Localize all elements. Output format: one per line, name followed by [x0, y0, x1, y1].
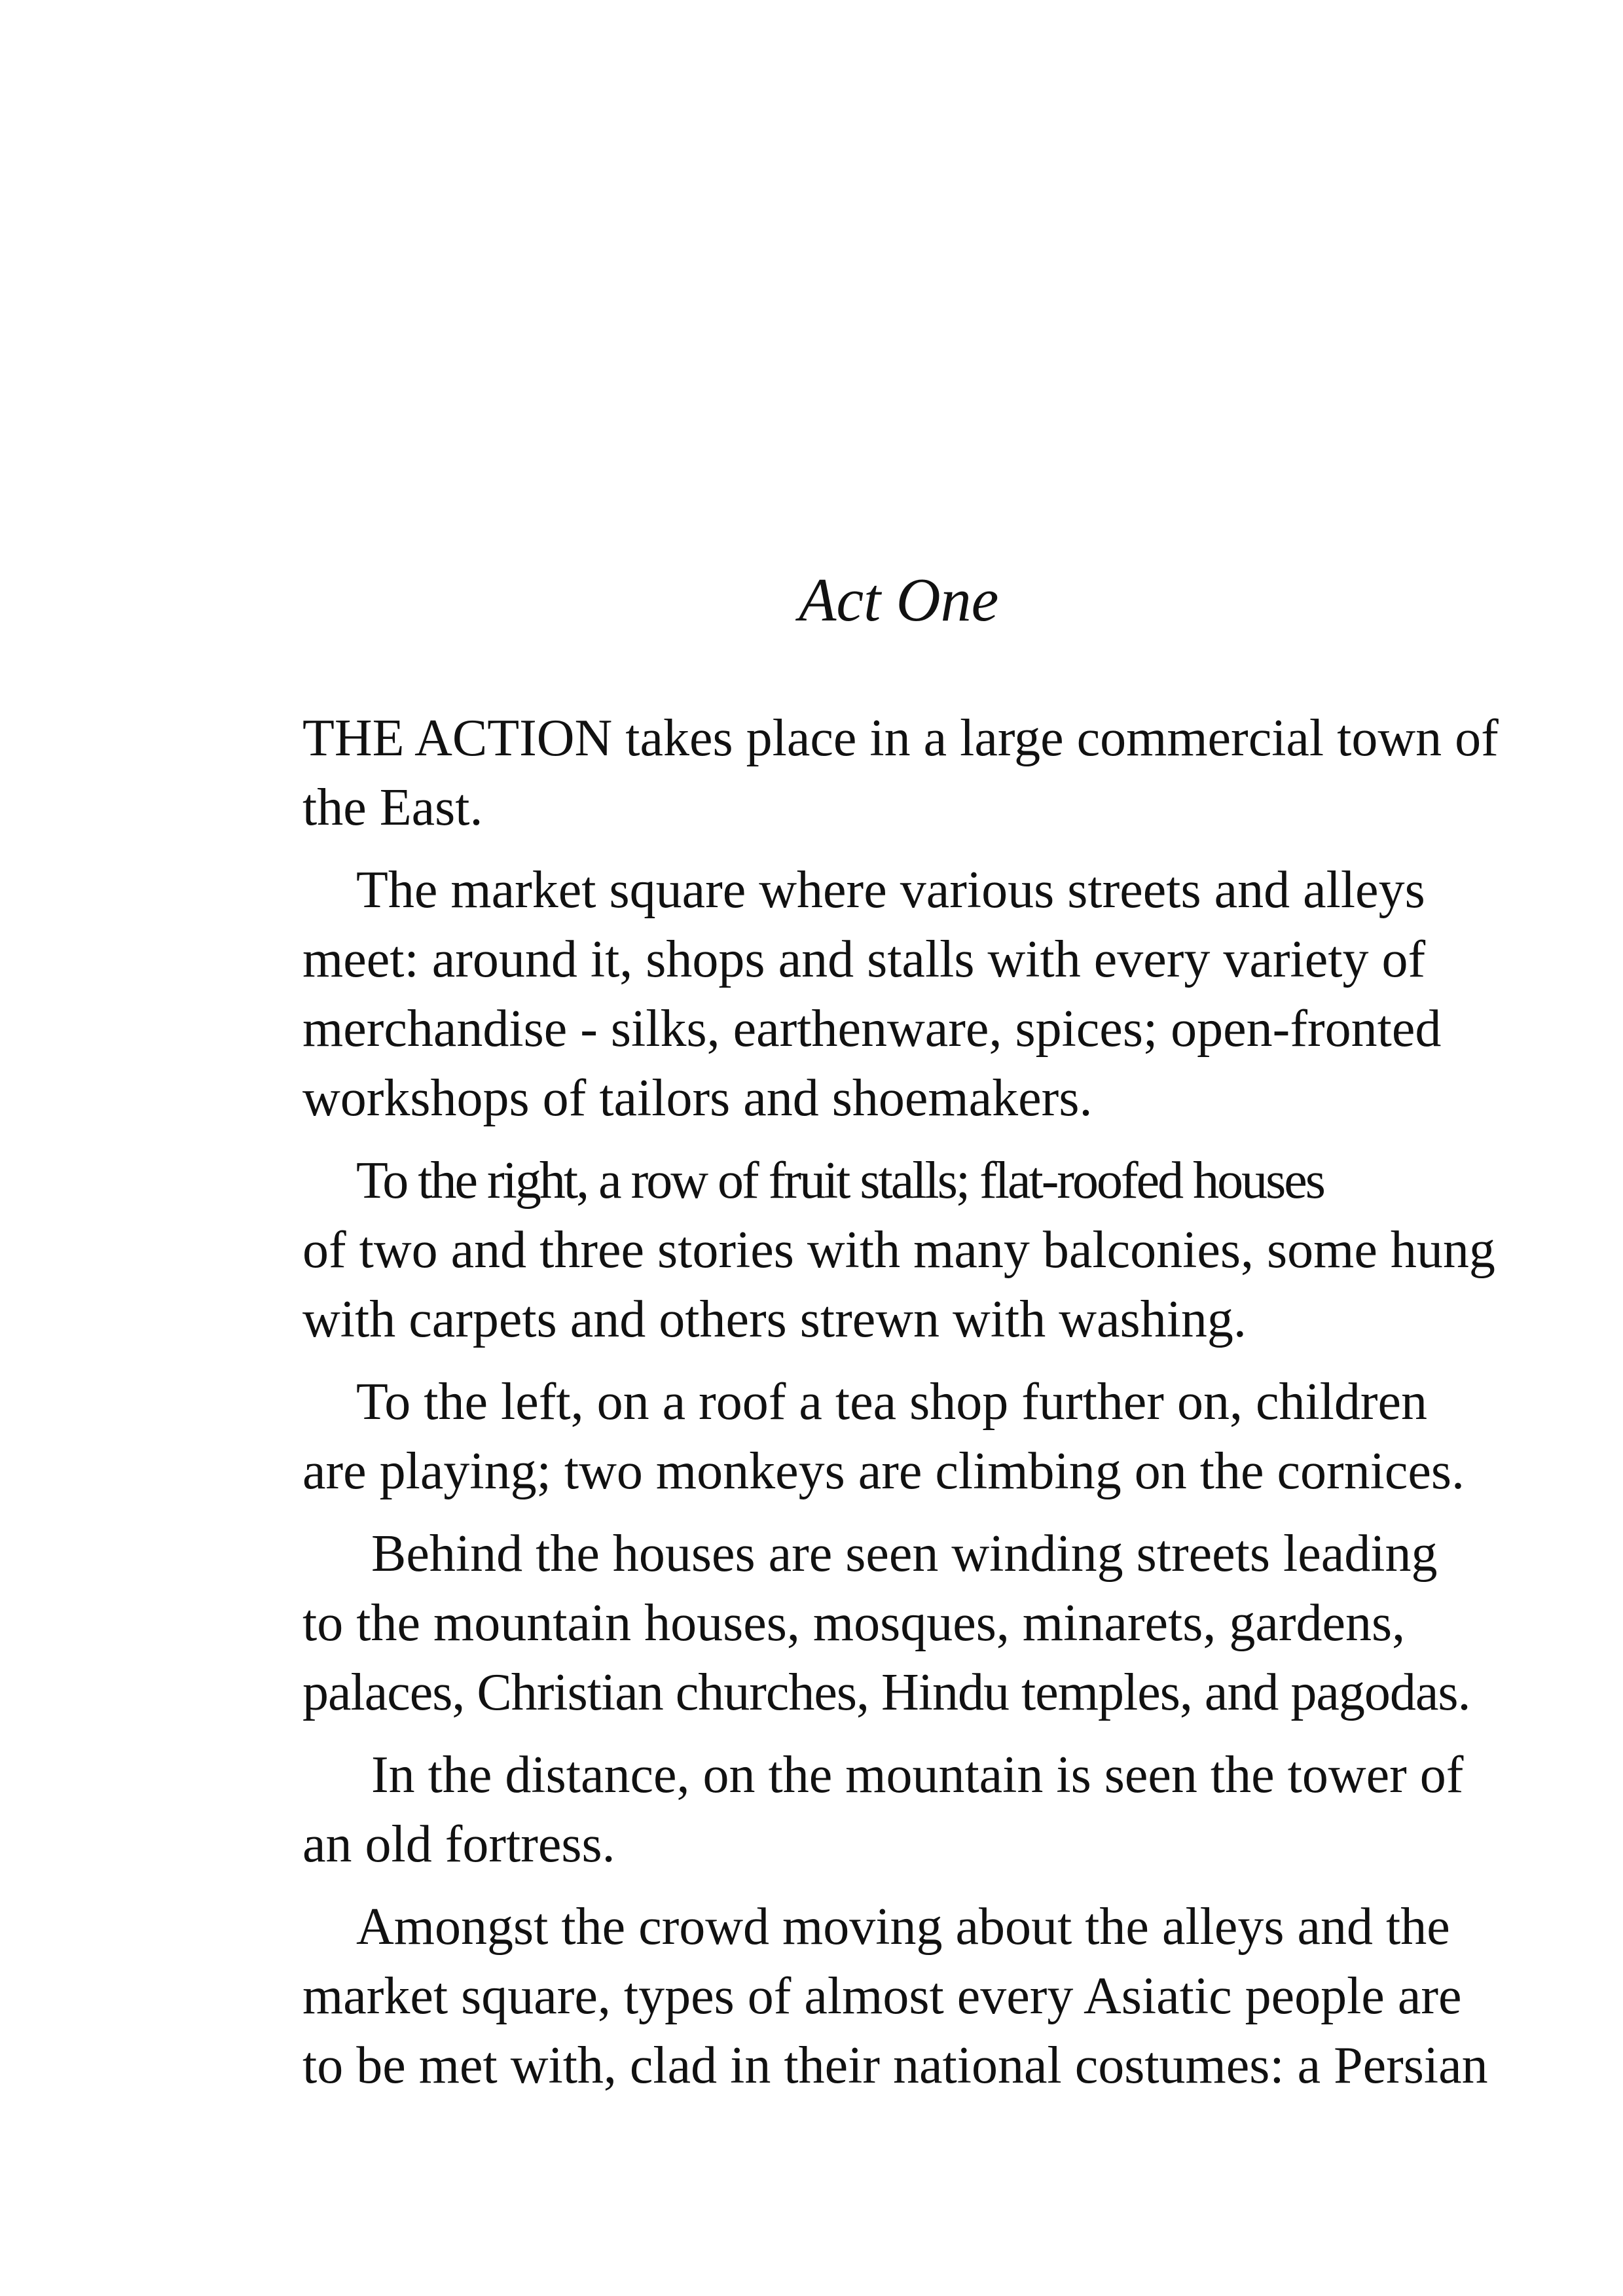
text-line: of two and three stories with many balconies, some hung: [302, 1221, 1495, 1279]
text-line: to be met with, clad in their national costumes: a Persian: [302, 2037, 1488, 2094]
text-line: In the distance, on the mountain is seen the tower of: [371, 1746, 1464, 1804]
text-line: market square, types of almost every Asiatic people are: [302, 1967, 1462, 2025]
text-line: workshops of tailors and shoemakers.: [302, 1069, 1093, 1127]
text-line: To the left, on a roof a tea shop further on, children: [356, 1373, 1428, 1431]
act-heading: Act One: [799, 566, 999, 634]
text-line: with carpets and others strewn with washing.: [302, 1291, 1247, 1348]
text-line: an old fortress.: [302, 1816, 615, 1873]
paragraph-crowd: [302, 1892, 1579, 2100]
text-line: are playing; two monkeys are climbing on the cornices.: [302, 1443, 1465, 1500]
text-line: Amongst the crowd moving about the alleys and the: [356, 1898, 1450, 1956]
text-line: Behind the houses are seen winding streets leading: [371, 1525, 1438, 1583]
text-line: THE ACTION takes place in a large commercial town of: [302, 709, 1499, 767]
text-line: to the mountain houses, mosques, minarets, gardens,: [302, 1594, 1406, 1652]
text-line: meet: around it, shops and stalls with every variety of: [302, 931, 1426, 988]
paragraph-action: [302, 704, 1579, 842]
paragraph-behind-houses: [302, 1519, 1579, 1727]
text-line: merchandise - silks, earthenware, spices; open-fronted: [302, 1000, 1442, 1058]
paragraph-right-side: [302, 1146, 1579, 1354]
text-line: To the right, a row of fruit stalls; flat-roofed houses: [356, 1152, 1324, 1210]
paragraph-left-side: [302, 1367, 1579, 1506]
stage-directions: [302, 704, 1579, 2100]
text-line: the East.: [302, 779, 483, 836]
text-line: The market square where various streets and alleys: [356, 861, 1425, 919]
paragraph-distance: [302, 1740, 1579, 1879]
text-line: palaces, Christian churches, Hindu temples, and pagodas.: [302, 1664, 1470, 1721]
paragraph-market-square: [302, 855, 1579, 1133]
